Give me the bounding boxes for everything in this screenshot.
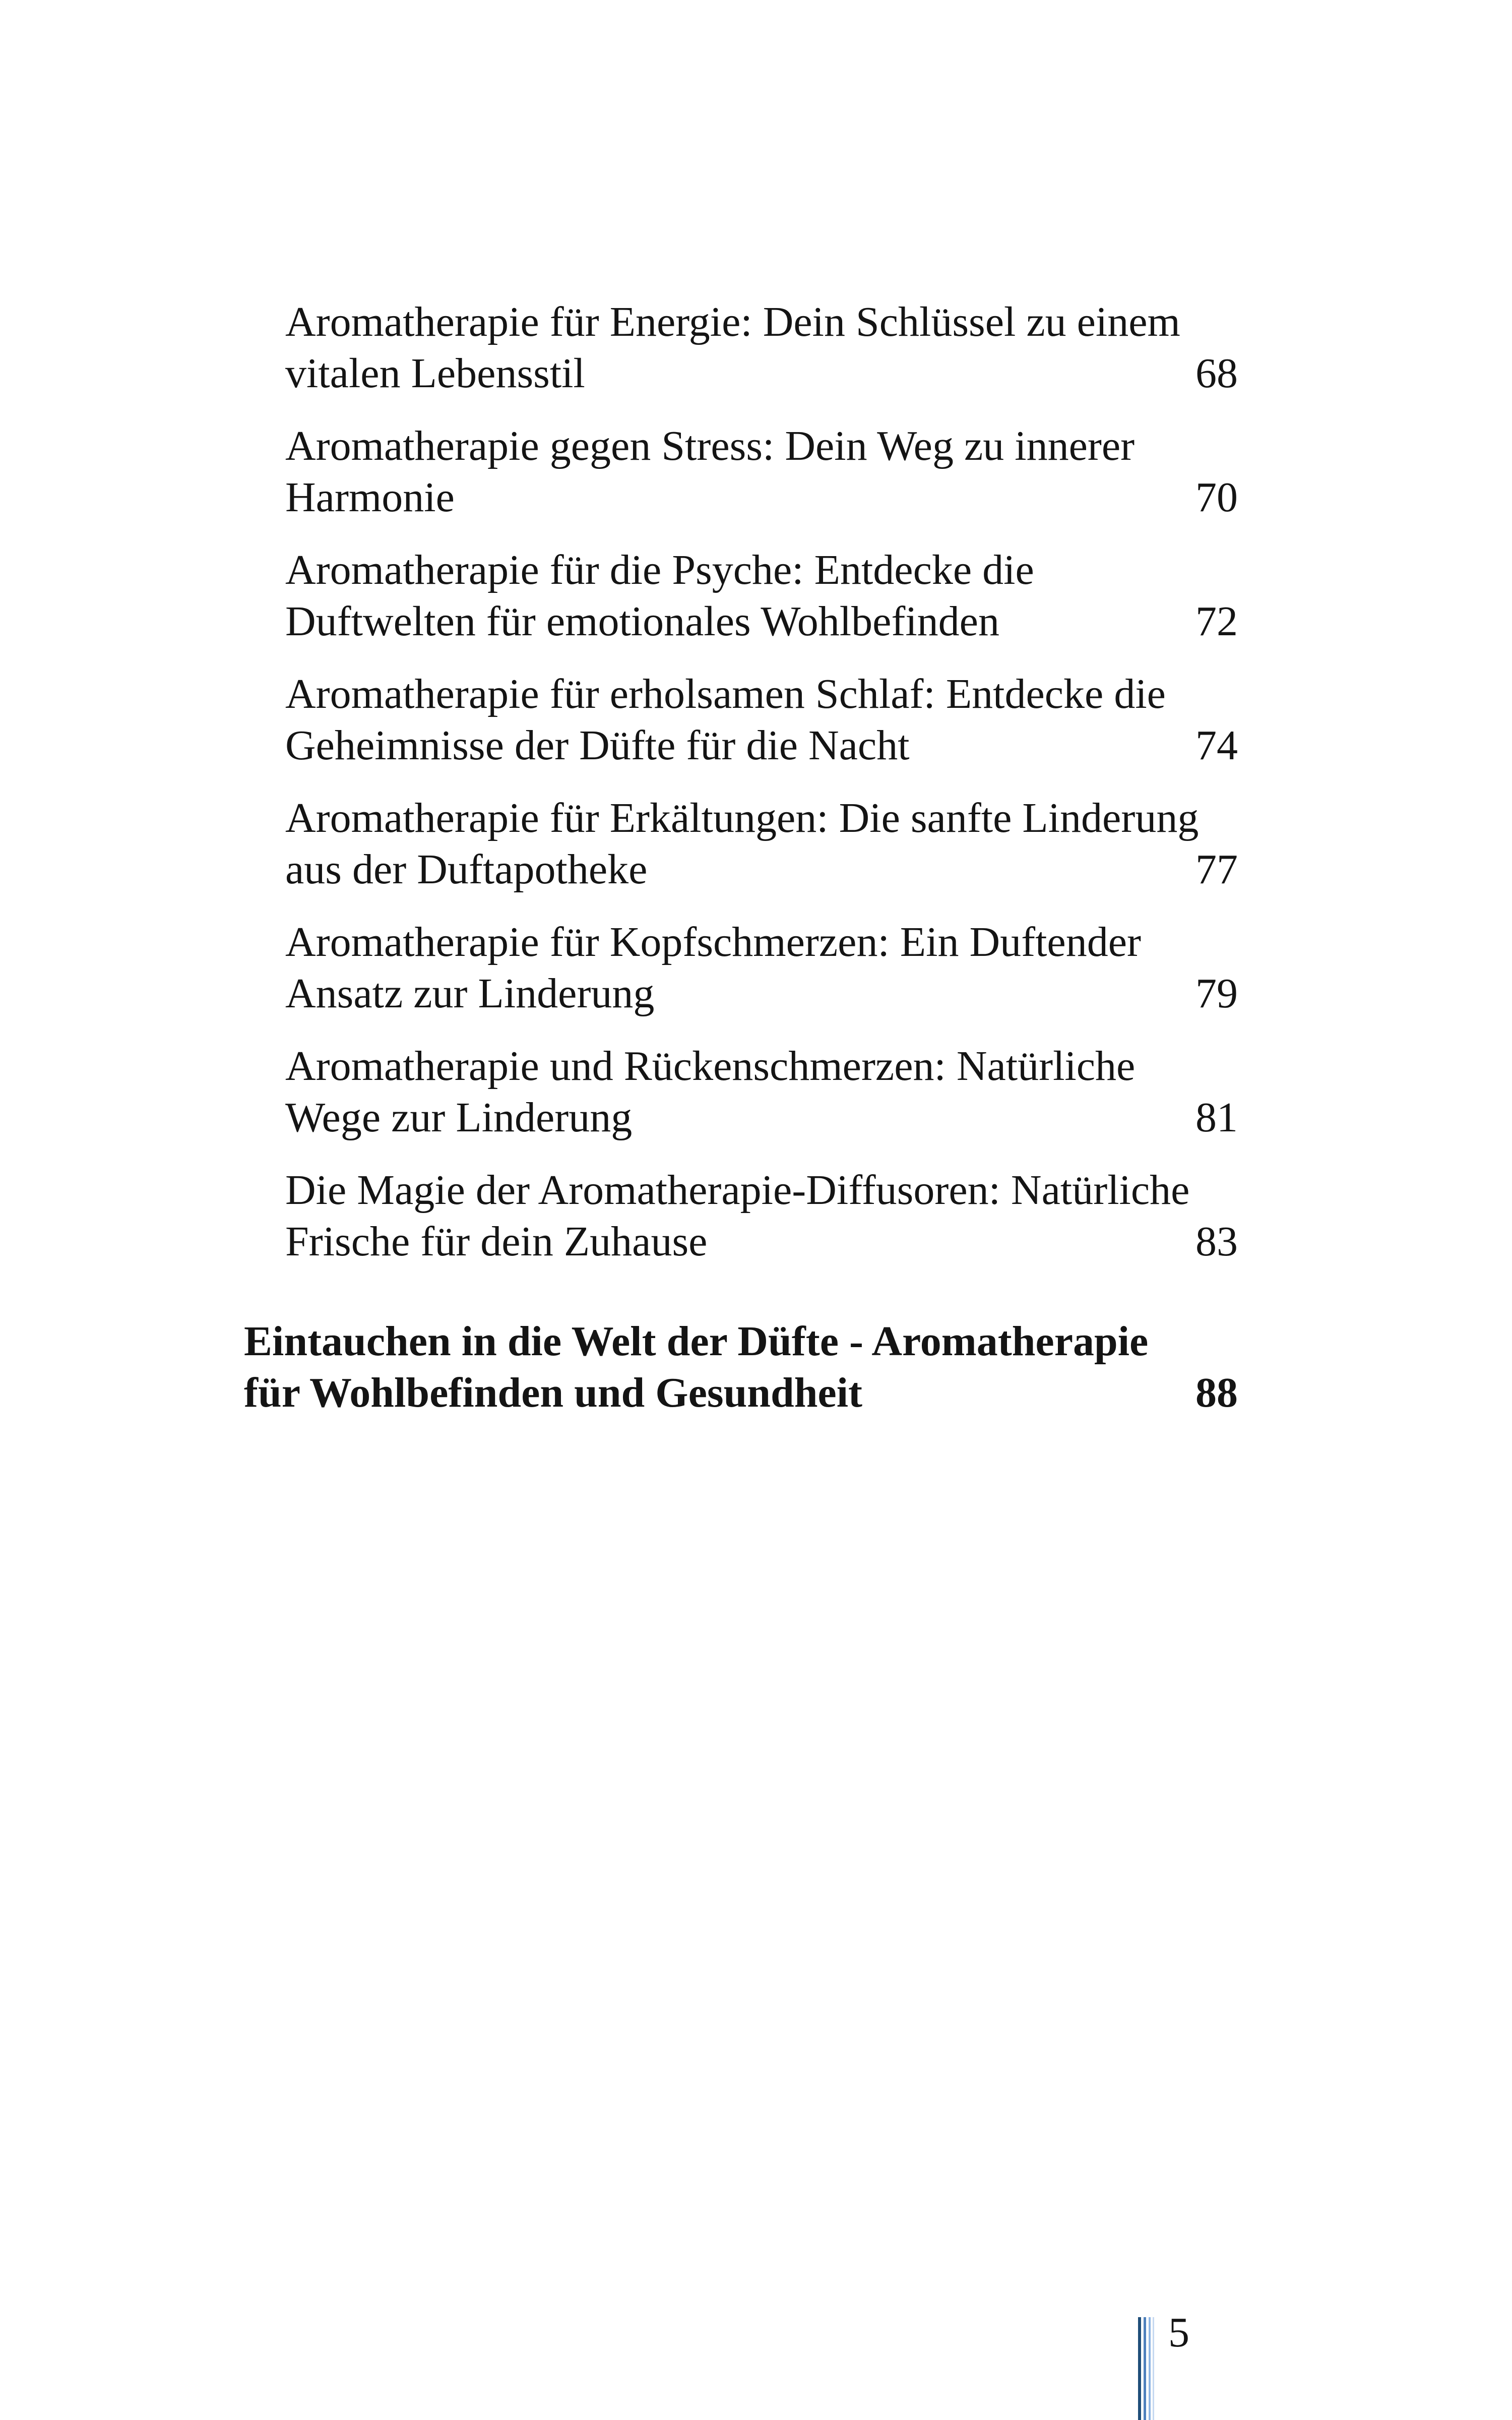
- toc-entry-rueckenschmerzen[interactable]: [285, 1041, 1238, 1143]
- toc-page-number: 81: [1195, 1094, 1238, 1141]
- toc-entry-title-line1: Aromatherapie für Energie: Dein Schlüssel zu einem: [285, 298, 1180, 345]
- toc-entry-diffusoren[interactable]: [285, 1165, 1238, 1267]
- toc-chapter-title-line1: Eintauchen in die Welt der Düfte - Aromatherapie: [244, 1318, 1149, 1365]
- toc-chapter-entry[interactable]: [244, 1316, 1238, 1419]
- toc-page-number: 79: [1195, 970, 1238, 1017]
- toc-page-number: 77: [1195, 846, 1238, 893]
- toc-page-number: 74: [1195, 722, 1238, 769]
- toc-entry-title-line1: Aromatherapie für erholsamen Schlaf: Entdecke die: [285, 671, 1166, 717]
- toc-entry-energie[interactable]: [285, 296, 1238, 399]
- toc-entry-title-line2: Geheimnisse der Düfte für die Nacht: [285, 722, 910, 769]
- toc-chapter-page-number: 88: [1195, 1369, 1238, 1416]
- toc-entry-title-line1: Aromatherapie für die Psyche: Entdecke die: [285, 547, 1034, 593]
- toc-entry-title-line2: Harmonie: [285, 474, 455, 521]
- page-number: 5: [1168, 2309, 1189, 2356]
- toc-page-number: 83: [1195, 1218, 1238, 1265]
- page-number-rule: [1138, 2317, 1155, 2420]
- toc-chapter-title-line2: für Wohlbefinden und Gesundheit: [244, 1369, 863, 1416]
- toc-entry-title-line2: Frische für dein Zuhause: [285, 1218, 708, 1265]
- toc-entry-title-line2: Duftwelten für emotionales Wohlbefinden: [285, 598, 999, 645]
- toc-entry-title-line2: vitalen Lebensstil: [285, 350, 585, 397]
- toc-entry-title-line2: Ansatz zur Linderung: [285, 970, 655, 1017]
- toc-entry-schlaf[interactable]: [285, 669, 1238, 771]
- toc-entry-title-line1: Aromatherapie gegen Stress: Dein Weg zu innerer: [285, 422, 1135, 469]
- toc-entry-erkaeltungen[interactable]: [285, 793, 1238, 895]
- toc-entry-title-line2: Wege zur Linderung: [285, 1094, 633, 1141]
- toc-page-number: 68: [1195, 350, 1238, 397]
- toc-page-number: 72: [1195, 598, 1238, 645]
- toc-page-number: 70: [1195, 474, 1238, 521]
- toc-entry-title-line1: Die Magie der Aromatherapie-Diffusoren: Natürliche: [285, 1167, 1190, 1214]
- toc-entry-title-line1: Aromatherapie für Kopfschmerzen: Ein Duftender: [285, 919, 1141, 965]
- toc-entry-kopfschmerzen[interactable]: [285, 917, 1238, 1019]
- toc-entry-title-line1: Aromatherapie für Erkältungen: Die sanfte Linderung: [285, 795, 1199, 841]
- toc-entry-stress[interactable]: [285, 420, 1238, 523]
- toc-entry-title-line2: aus der Duftapotheke: [285, 846, 648, 893]
- toc-entry-psyche[interactable]: [285, 544, 1238, 647]
- toc-entry-title-line1: Aromatherapie und Rückenschmerzen: Natürliche: [285, 1043, 1136, 1090]
